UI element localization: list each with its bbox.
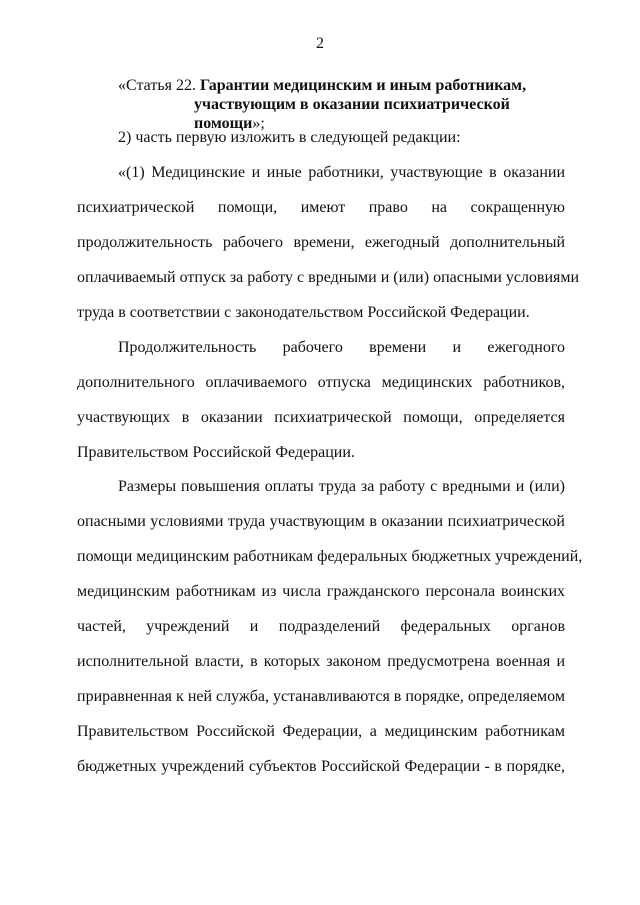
text-line: опасными условиями труда участвующим в оказании психиатрической (77, 513, 565, 530)
article-title-line-2: участвующим в оказании психиатрической помощи (194, 96, 510, 132)
text-line: исполнительной власти, в которых законом предусмотрена военная и (77, 653, 565, 670)
article-prefix: «Статья 22. (118, 77, 200, 94)
text-line: частей, учреждений и подразделений федеральных органов (77, 618, 565, 635)
text-line: психиатрической помощи, имеют право на сокращенную (77, 199, 565, 216)
text-line: участвующих в оказании психиатрической помощи, определяется (77, 409, 565, 426)
amendment-instruction: 2) часть первую изложить в следующей редакции: (118, 129, 461, 146)
article-heading (118, 76, 578, 133)
text-line: помощи медицинским работникам федеральных бюджетных учреждений, (77, 548, 583, 565)
text-line: бюджетных учреждений субъектов Российской Федерации - в порядке, (77, 758, 565, 775)
paragraph-2 (77, 338, 565, 463)
text-line: оплачиваемый отпуск за работу с вредными и (или) опасными условиями (77, 269, 580, 286)
text-line: Продолжительность рабочего времени и ежегодного (118, 339, 565, 356)
text-line: медицинским работникам из числа гражданского персонала воинских (77, 583, 565, 600)
text-line: «(1) Медицинские и иные работники, участвующие в оказании (118, 164, 565, 181)
text-line: Правительством Российской Федерации, а медицинским работникам (77, 723, 565, 740)
paragraph-3 (77, 477, 583, 777)
article-suffix: »; (252, 115, 265, 132)
text-line: Размеры повышения оплаты труда за работу с вредными и (или) (118, 478, 565, 495)
text-line: дополнительного оплачиваемого отпуска медицинских работников, (77, 374, 565, 391)
text-line: труда в соответствии с законодательством Российской Федерации. (77, 304, 530, 321)
article-title-line-1: Гарантии медицинским и иным работникам, (199, 77, 527, 94)
text-line: продолжительность рабочего времени, ежегодный дополнительный (77, 234, 565, 251)
paragraph-1 (77, 163, 580, 323)
text-line: приравненная к ней служба, устанавливаются в порядке, определяемом (77, 688, 565, 705)
text-line: Правительством Российской Федерации. (77, 444, 355, 461)
page-number: 2 (316, 35, 324, 52)
